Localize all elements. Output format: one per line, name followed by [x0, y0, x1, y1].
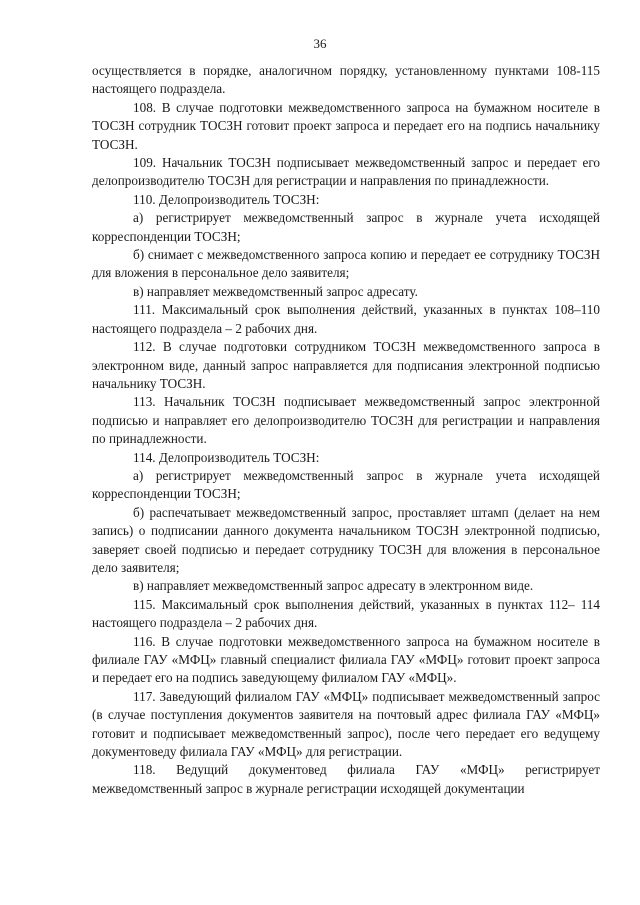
paragraph: 112. В случае подготовки сотрудником ТОСЗН межведомственного запроса в электронном виде, данный запрос направляется для подписания электронной подписью начальнику ТОСЗН. [92, 339, 600, 391]
paragraph: в) направляет межведомственный запрос адресату. [133, 283, 418, 299]
paragraph: а) регистрирует межведомственный запрос в журнале учета исходящей корреспонденции ТОСЗН; [92, 210, 600, 244]
paragraph: б) распечатывает межведомственный запрос, проставляет штамп (делает на нем запись) о подписании данного документа начальником ТОСЗН электронной подписью, заверяет своей подписью и передает сотруднику ТОСЗН для вложения в персональное дело заявителя; [92, 504, 600, 575]
paragraph: в) направляет межведомственный запрос адресату в электронном виде. [133, 578, 534, 594]
paragraph: 110. Делопроизводитель ТОСЗН: [133, 191, 320, 207]
paragraph: 113. Начальник ТОСЗН подписывает межведомственный запрос электронной подписью и направляет его делопроизводителю ТОСЗН для регистрации и направления по принадлежности. [92, 394, 600, 447]
paragraph: а) регистрирует межведомственный запрос в журнале учета исходящей корреспонденции ТОСЗН; [92, 467, 600, 502]
paragraph: 118. Ведущий документовед филиала ГАУ «МФЦ» регистрирует межведомственный запрос в журнале регистрации исходящей документации [92, 762, 600, 796]
document-body [92, 62, 600, 798]
paragraph: 114. Делопроизводитель ТОСЗН: [133, 449, 320, 465]
paragraph: 115. Максимальный срок выполнения действий, указанных в пунктах 112– 114 настоящего подраздела – 2 рабочих дня. [92, 596, 600, 631]
paragraph: 116. В случае подготовки межведомственного запроса на бумажном носителе в филиале ГАУ «МФЦ» главный специалист филиала ГАУ «МФЦ» готовит проект запроса и передает его на подпись заведующему филиалом ГАУ «МФЦ». [92, 633, 600, 686]
paragraph: 108. В случае подготовки межведомственного запроса на бумажном носителе в ТОСЗН сотрудник ТОСЗН готовит проект запроса и передает его на подпись начальнику ТОСЗН. [92, 99, 600, 152]
page-number: 36 [313, 36, 327, 51]
paragraph: 111. Максимальный срок выполнения действий, указанных в пунктах 108–110 настоящего подраздела – 2 рабочих дня. [92, 302, 600, 336]
paragraph: 109. Начальник ТОСЗН подписывает межведомственный запрос и передает его делопроизводителю ТОСЗН для регистрации и направления по принадлежности. [92, 155, 600, 189]
paragraph: 117. Заведующий филиалом ГАУ «МФЦ» подписывает межведомственный запрос (в случае поступления документов заявителя на почтовый адрес филиала ГАУ «МФЦ» готовит и подписывает межведомственный запрос), после чего передает его ведущему документоведу филиала ГАУ «МФЦ» для регистрации. [92, 688, 600, 760]
paragraph: осуществляется в порядке, аналогичном порядку, установленному пунктами 108-115 настоящего подраздела. [92, 63, 600, 97]
paragraph: б) снимает с межведомственного запроса копию и передает ее сотруднику ТОСЗН для вложения в персональное дело заявителя; [92, 247, 600, 281]
